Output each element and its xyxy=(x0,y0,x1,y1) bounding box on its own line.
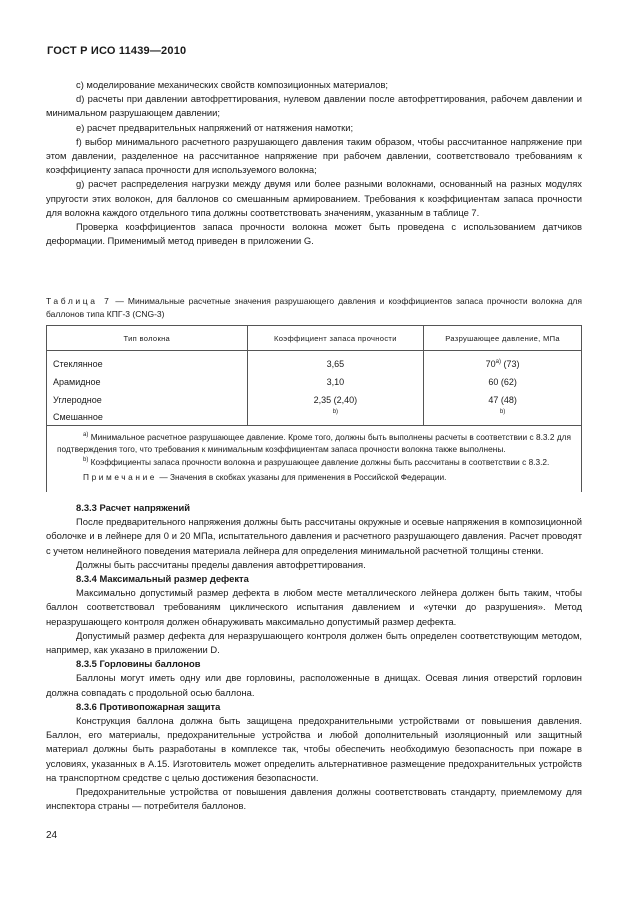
fiber-cell: Углеродное xyxy=(47,391,248,409)
column-header: Коэффициент запаса прочности xyxy=(247,326,424,351)
column-header: Разрушающее давление, МПа xyxy=(424,326,582,351)
table-row xyxy=(47,373,582,391)
intro-text xyxy=(46,78,582,248)
section-heading: 8.3.6 Противопожарная защита xyxy=(76,700,221,712)
table-remark: Примечание — Значения в скобках указаны для применения в Российской Федерации. xyxy=(83,471,447,482)
paragraph: f) выбор минимального расчетного разрушающего давления таким образом, чтобы рассчитанное напряжение при этом давлении, разделенное на рассчитанное напряжение при рабочем давлении, соответствовало требованиям к коэффициенту запаса прочности для используемого волокна; xyxy=(46,135,582,176)
paragraph: Конструкция баллона должна быть защищена предохранительными устройствами от повышения давления. Баллон, его материалы, предохранительные устройства и любой дополнительный изоляционный или защитный материал должны быть разработаны в комплексе так, чтобы обеспечить необходимую безопасность при пожаре в условиях, указанных в А.15. Изготовитель может определить альтернативное размещение предохранительных устройств на транспортном средстве с целью достижения безопасности. xyxy=(46,715,582,783)
column-header: Тип волокна xyxy=(47,326,248,351)
factor-cell: 3,10 xyxy=(247,373,424,391)
table-row xyxy=(47,409,582,426)
factor-cell: b) xyxy=(247,409,424,426)
paragraph: e) расчет предварительных напряжений от натяжения намотки; xyxy=(76,121,354,133)
section-heading: 8.3.3 Расчет напряжений xyxy=(76,502,191,513)
paragraph: Максимально допустимый размер дефекта в любом месте металлического лейнера должен быть таким, чтобы баллон соответствовал требованиям циклического испытания давлением и «утечки до разрушения». Метод неразрушающего контроля должен обнаруживать максимально допустимый размер дефекта. xyxy=(46,587,582,627)
table-caption xyxy=(46,295,582,320)
factor-cell: 3,65 xyxy=(247,355,424,373)
table-row xyxy=(47,391,582,409)
section-heading: 8.3.4 Максимальный размер дефекта xyxy=(76,573,249,585)
paragraph: g) расчет распределения нагрузки между двумя или более разными волокнами, основанный на разных модулях упругости этих волокон, для баллонов со смешанным армированием. Требования к коэффициентам запаса прочности для волокна каждого отдельного типа должны соответствовать значениям, указанным в таблице 7. xyxy=(46,178,582,218)
fiber-cell: Арамидное xyxy=(47,373,248,391)
fiber-cell: Смешанное xyxy=(47,409,248,426)
paragraph: Предохранительные устройства от повышения давления должны соответствовать стандарту, приемлемому для инспектора страны — потребителя баллонов. xyxy=(46,786,582,812)
paragraph: Должны быть рассчитаны пределы давления автофреттирования. xyxy=(76,558,366,570)
pressure-cell: 60 (62) xyxy=(424,373,582,391)
paragraph: Допустимый размер дефекта для неразрушающего контроля должен быть определен соответствующим методом, например, как указано в приложении D. xyxy=(46,629,582,656)
footnote: $^{a)}$ Минимальное расчетное разрушающее давление. Кроме того, должны быть выполнены расчеты в соответствии с 8.3.2 для подтверждения того, что требования к минимальным коэффициентам запаса прочности волокна также выполнены. xyxy=(57,432,571,455)
table-caption-label: Таблица 7 xyxy=(46,296,112,306)
paragraph: Баллоны могут иметь одну или две горловины, расположенные в днищах. Осевая линия отверстий горловин должна совпадать с продольной осью баллона. xyxy=(46,672,582,698)
fiber-cell: Стеклянное xyxy=(47,355,248,373)
document-header: ГОСТ Р ИСО 11439—2010 xyxy=(47,45,187,57)
footnote: $^{b)}$ Коэффициенты запаса прочности волокна и разрушающее давление должны быть рассчитаны в соответствии с 8.3.2. xyxy=(83,456,550,467)
table-notes xyxy=(47,426,582,493)
factor-cell: 2,35 (2,40) xyxy=(247,391,424,409)
pressure-cell: b) xyxy=(424,409,582,426)
paragraph: c) моделирование механических свойств композиционных материалов; xyxy=(76,79,389,90)
paragraph: d) расчеты при давлении автофреттирования, нулевом давлении после автофреттирования, рабочем давлении и минимальном разрушающем давлении; xyxy=(46,93,582,119)
table-header-row xyxy=(47,326,582,351)
paragraph: После предварительного напряжения должны быть рассчитаны окружные и осевые напряжения в композиционной оболочке и в лейнере для 0 и 20 МПа, испытательного давления и расчетного разрушающего давления. Расчет проводят с учетом нелинейного поведения материала лейнера для определения минимальной расчетной толщины стенки. xyxy=(46,516,582,556)
table-7 xyxy=(46,325,582,492)
paragraph: Проверка коэффициентов запаса прочности волокна может быть проведена с использованием датчиков деформации. Применимый метод приведен в приложении G. xyxy=(46,221,582,247)
sections-text xyxy=(46,501,582,813)
table-row xyxy=(47,355,582,373)
pressure-cell: 47 (48) xyxy=(424,391,582,409)
table-caption-text: — Минимальные расчетные значения разрушающего давления и коэффициентов запаса прочности волокна для баллонов типа КПГ-3 (CNG-3) xyxy=(46,296,582,319)
page-number: 24 xyxy=(46,830,58,841)
section-heading: 8.3.5 Горловины баллонов xyxy=(76,658,201,670)
pressure-cell: 70$^{a)}$ (73) xyxy=(424,355,582,373)
